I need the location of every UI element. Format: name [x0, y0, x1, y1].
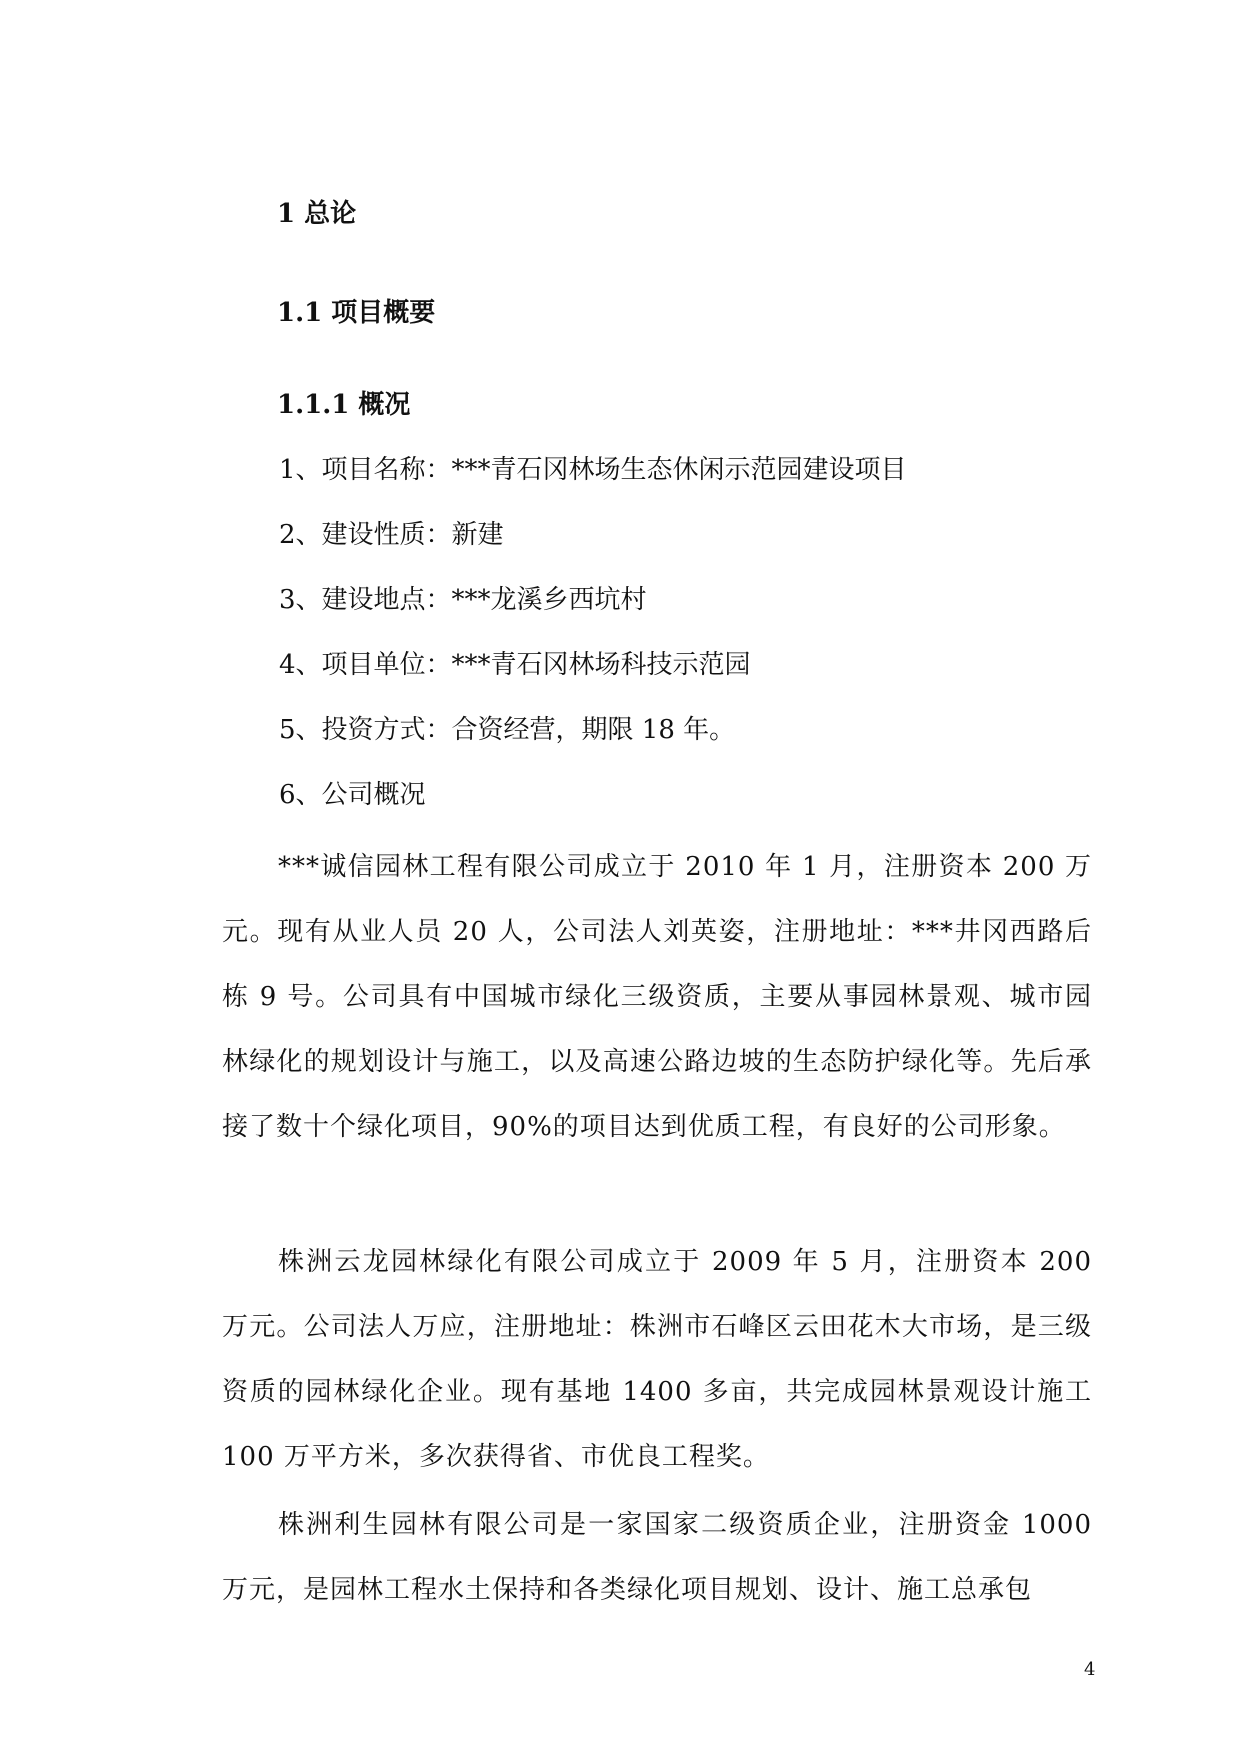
section-heading: 1.1 项目概要 — [277, 298, 436, 328]
company-paragraph: 株洲利生园林有限公司是一家国家二级资质企业，注册资金 1000 万元，是园林工程水土保持和各类绿化项目规划、设计、施工总承包 — [222, 1510, 1092, 1605]
chapter-heading: 1 总论 — [277, 199, 357, 229]
list-item: 6、公司概况 — [279, 780, 426, 810]
subsection-heading: 1.1.1 概况 — [277, 390, 411, 420]
project-info-list — [279, 450, 907, 840]
list-item: 3、建设地点：***龙溪乡西坑村 — [279, 585, 647, 615]
page-number: 4 — [1084, 1659, 1096, 1680]
list-item: 2、建设性质：新建 — [279, 520, 504, 550]
list-item: 1、项目名称：***青石冈林场生态休闲示范园建设项目 — [279, 455, 907, 485]
company-paragraph: 株洲云龙园林绿化有限公司成立于 2009 年 5 月，注册资本 200 万元。公司法人万应，注册地址：株洲市石峰区云田花木大市场，是三级资质的园林绿化企业。现有基地 1400 多亩，共完成园林景观设计施工 100 万平方米，多次获得省、市优良工程奖。 — [222, 1247, 1092, 1472]
list-item: 4、项目单位：***青石冈林场科技示范园 — [279, 650, 751, 680]
company-paragraph: ***诚信园林工程有限公司成立于 2010 年 1 月，注册资本 200 万元。现有从业人员 20 人，公司法人刘英姿，注册地址：***井冈西路后栋 9 号。公司具有中国城市绿化三级资质，主要从事园林景观、城市园林绿化的规划设计与施工，以及高速公路边坡的生态防护绿化等。先后承接了数十个绿化项目，90%的项目达到优质工程，有良好的公司形象。 — [222, 852, 1092, 1142]
list-item: 5、投资方式：合资经营，期限 18 年。 — [279, 715, 736, 745]
